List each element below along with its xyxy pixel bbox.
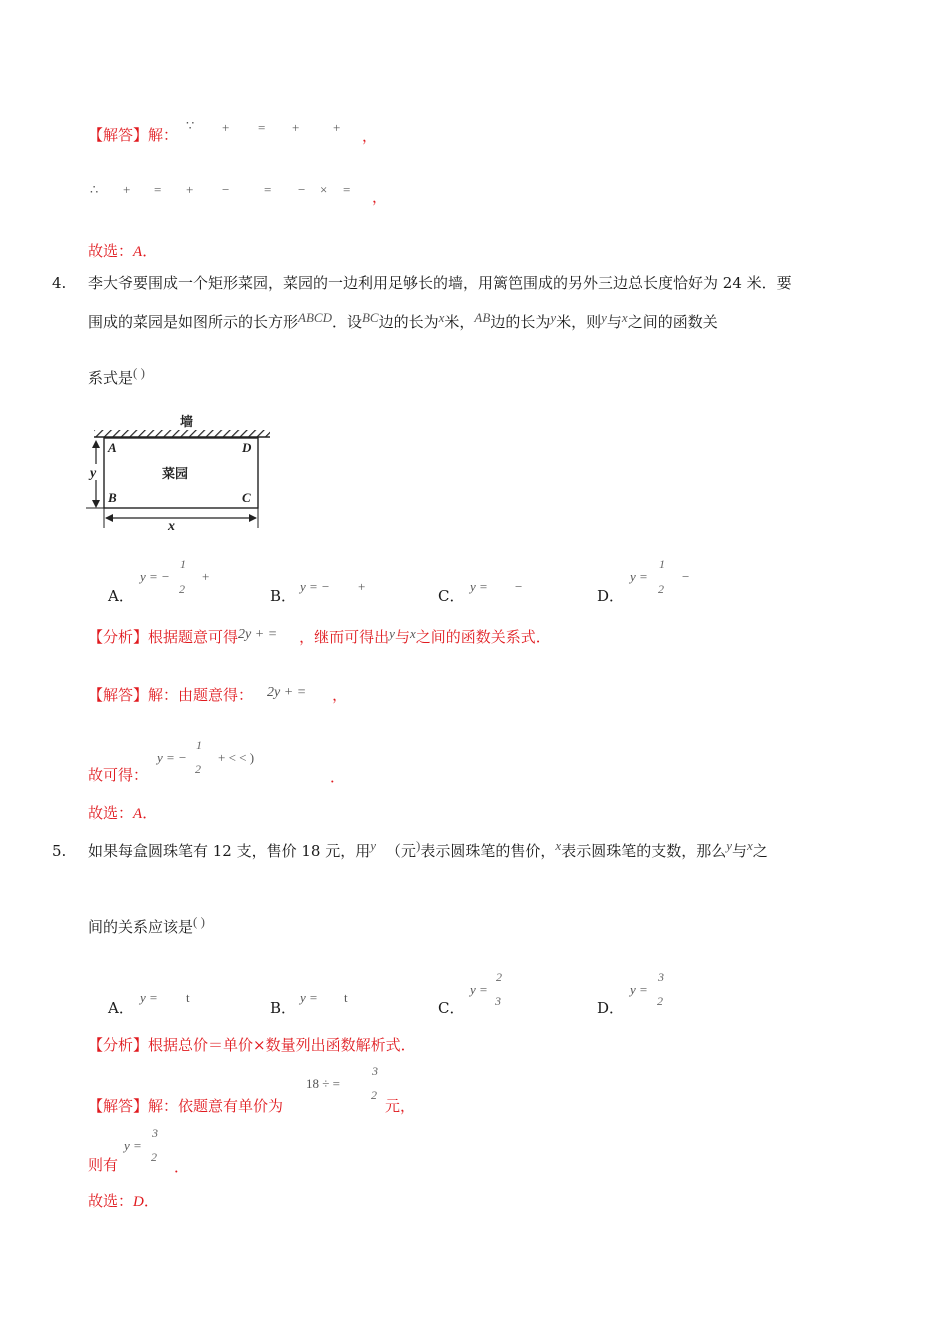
math-plus: + (222, 120, 230, 135)
garden-figure (86, 412, 276, 532)
math-equals: = (258, 120, 266, 135)
wall-label: 墙 (180, 415, 194, 430)
q4-line2: 围成的菜园是如图所示的长方形ABCD．设BC边的长为x米，AB边的长为y米，则y与x之间的函数关 (88, 310, 718, 331)
math-plus: + (292, 120, 300, 135)
q4-conclusion: 故选：A． (88, 804, 158, 822)
side-y-label: y (90, 466, 97, 481)
q4-option-b-label[interactable]: B． (270, 587, 297, 605)
vertex-b: B (108, 490, 117, 505)
math-equals: = (343, 182, 351, 197)
q5-line2: 间的关系应该是( ) (88, 914, 205, 936)
q5-option-d-label[interactable]: D． (597, 999, 625, 1017)
top-conclusion: 故选：A． (88, 242, 158, 260)
q5-option-a-label[interactable]: A． (108, 999, 134, 1017)
q5-analysis: 【分析】根据总价＝单价×数量列出函数解析式． (88, 1036, 416, 1054)
vertex-d: D (242, 440, 252, 455)
therefore-symbol: ∴ (90, 182, 99, 197)
q5-then-lead: 则有 (88, 1156, 119, 1174)
math-times: × (320, 182, 328, 197)
answer-paren: ( ) (133, 365, 145, 380)
q4-answer: 【解答】解：由题意得： 2y + = ， (88, 685, 348, 704)
math-minus: − (298, 182, 306, 197)
math-plus: + (186, 182, 194, 197)
q5-conclusion: 故选：D． (88, 1192, 159, 1210)
answer-lead: 解： (148, 126, 179, 144)
answer-tag: 【解答】 (88, 126, 149, 144)
q4-option-d-label[interactable]: D． (597, 587, 625, 605)
q4-option-c-label[interactable]: C． (438, 587, 465, 605)
top-answer-line1 (88, 122, 178, 148)
q4-line1: 李大爷要围成一个矩形菜园，菜园的一边利用足够长的墙，用篱笆围成的另外三边总长度恰好为 24 米．要 (88, 274, 792, 292)
q5-answer: 【解答】解：依题意有单价为 (88, 1097, 284, 1115)
comma: ， (372, 188, 388, 206)
side-x-label: x (168, 519, 175, 532)
vertex-a: A (108, 440, 117, 455)
answer-paren: ( ) (193, 914, 205, 929)
question-number: 5. (52, 842, 67, 860)
wall-hatching (94, 430, 270, 437)
q4-analysis: 【分析】根据题意可得2y + = ，继而可得出y与x之间的函数关系式． (88, 626, 551, 646)
math-equals: = (264, 182, 272, 197)
question-number: 4. (52, 274, 67, 292)
math-plus: + (333, 120, 341, 135)
q4-line3: 系式是( ) (88, 365, 145, 387)
math-equals: = (154, 182, 162, 197)
q4-result-lead: 故可得： (88, 766, 149, 784)
comma: ， (362, 127, 378, 145)
garden-label: 菜园 (162, 467, 189, 482)
q5-line1: 如果每盒圆珠笔有 12 支，售价 18 元，用y （元)表示圆珠笔的售价，x表示圆珠笔的支数，那么y与x之 (88, 838, 768, 860)
math-plus: + (123, 182, 131, 197)
math-minus: − (222, 182, 230, 197)
vertex-c: C (242, 490, 251, 505)
q5-option-c-label[interactable]: C． (438, 999, 465, 1017)
q5-option-b-label[interactable]: B． (270, 999, 297, 1017)
choice-letter: A (133, 244, 143, 260)
because-symbol: ∵ (186, 118, 195, 133)
q4-option-a-label[interactable]: A． (108, 587, 134, 605)
